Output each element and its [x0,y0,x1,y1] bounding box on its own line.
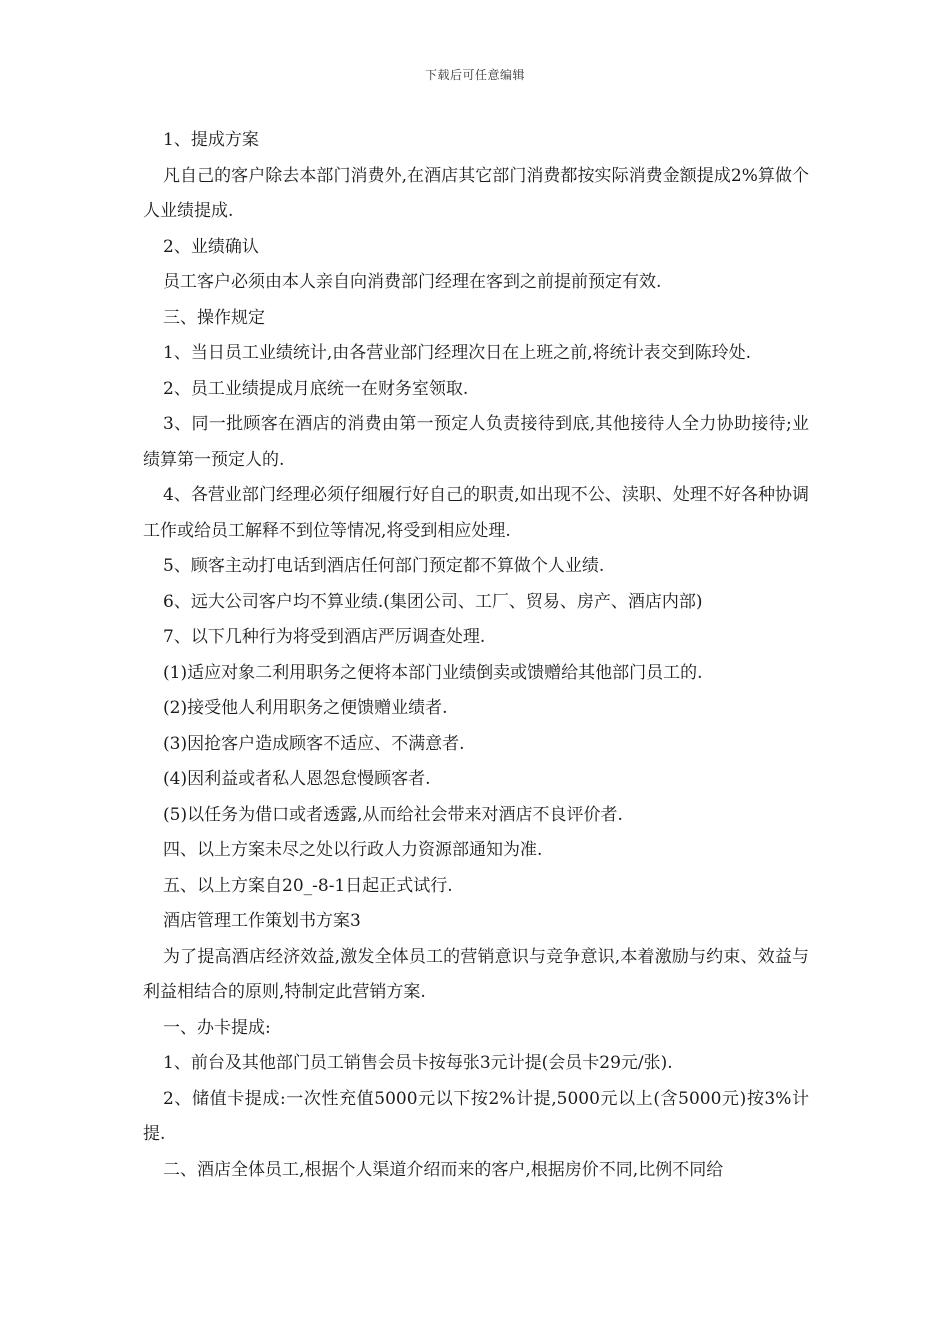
paragraph: 四、以上方案未尽之处以行政人力资源部通知为准. [163,840,543,860]
paragraph: 4、各营业部门经理必须仔细履行好自己的职责,如出现不公、渎职、处理不好各种协调工作或给员工解释不到位等情况,将受到相应处理. [143,485,809,541]
paragraph: (4)因利益或者私人恩怨怠慢顾客者. [163,769,431,789]
paragraph: 1、前台及其他部门员工销售会员卡按每张3元计提(会员卡29元/张). [163,1053,673,1073]
paragraph: 3、同一批顾客在酒店的消费由第一预定人负责接待到底,其他接待人全力协助接待;业绩算第一预定人的. [143,414,809,470]
document-body [143,123,809,1188]
paragraph: 二、酒店全体员工,根据个人渠道介绍而来的客户,根据房价不同,比例不同给 [163,1159,724,1180]
paragraph: 1、当日员工业绩统计,由各营业部门经理次日在上班之前,将统计表交到陈玲处. [163,343,752,363]
paragraph: (2)接受他人利用职务之便馈赠业绩者. [163,698,448,718]
paragraph: 2、员工业绩提成月底统一在财务室领取. [163,378,469,399]
paragraph: 为了提高酒店经济效益,激发全体员工的营销意识与竞争意识,本着激励与约束、效益与利益相结合的原则,特制定此营销方案. [143,946,809,1002]
paragraph: (1)适应对象二利用职务之便将本部门业绩倒卖或馈赠给其他部门员工的. [163,662,703,683]
paragraph: 6、远大公司客户均不算业绩.(集团公司、工厂、贸易、房产、酒店内部) [163,591,703,612]
paragraph: (3)因抢客户造成顾客不适应、不满意者. [163,733,465,754]
paragraph: 五、以上方案自20_-8-1日起正式试行. [163,875,453,896]
paragraph: 凡自己的客户除去本部门消费外,在酒店其它部门消费都按实际消费金额提成2%算做个人业绩提成. [143,165,809,221]
paragraph: (5)以任务为借口或者透露,从而给社会带来对酒店不良评价者. [163,804,623,825]
page-header: 下载后可任意编辑 [424,68,525,82]
paragraph: 5、顾客主动打电话到酒店任何部门预定都不算做个人业绩. [163,556,605,576]
section-title: 酒店管理工作策划书方案3 [163,911,361,931]
paragraph: 2、储值卡提成:一次性充值5000元以下按2%计提,5000元以上(含5000元)按3%计提. [143,1088,809,1144]
paragraph: 2、业绩确认 [163,236,259,257]
paragraph: 1、提成方案 [163,130,259,150]
paragraph: 7、以下几种行为将受到酒店严厉调查处理. [163,627,486,647]
paragraph: 员工客户必须由本人亲自向消费部门经理在客到之前提前预定有效. [163,272,662,292]
paragraph: 一、办卡提成: [163,1017,271,1038]
paragraph: 三、操作规定 [163,307,265,328]
